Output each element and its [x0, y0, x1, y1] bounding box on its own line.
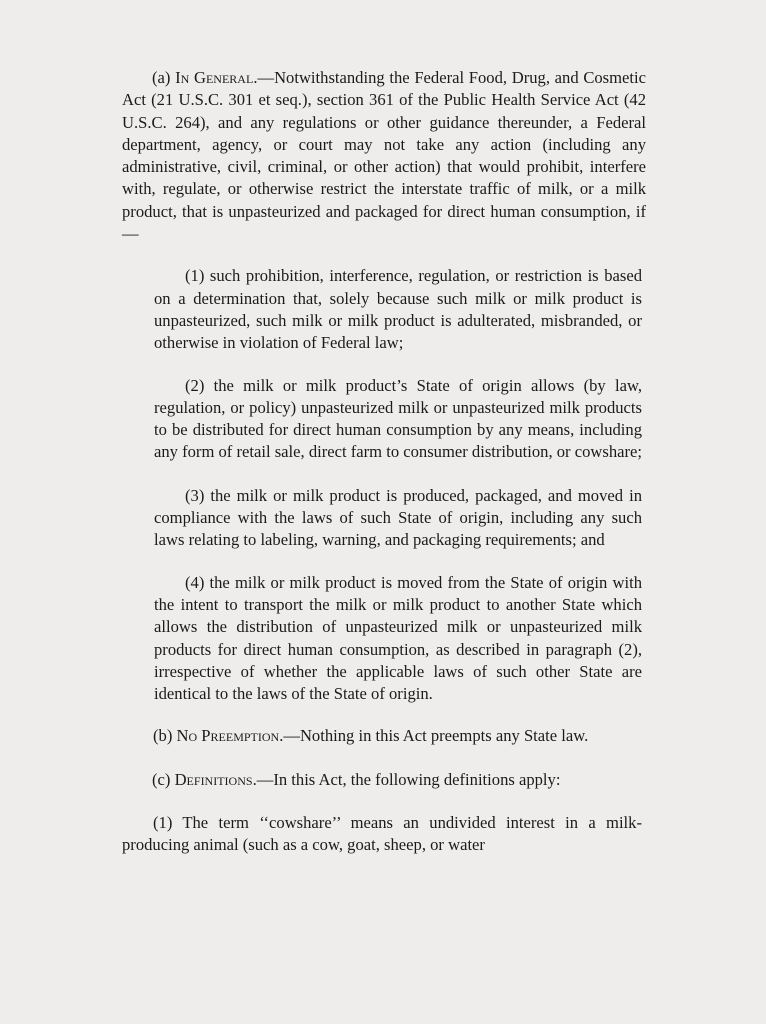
section-a-paragraph-1: (1) such prohibition, interference, regulation, or restriction is based on a determination that, solely because such milk or milk product is unpasteurized, such milk or milk product is adulterated, misbranded, or otherwise in violation of Federal law; [154, 266, 642, 353]
section-c-body: In this Act, the following definitions apply: [273, 769, 561, 789]
section-a [122, 67, 646, 245]
section-c-prefix: (c) [152, 769, 175, 789]
section-b [122, 725, 642, 747]
section-a-paragraph-4: (4) the milk or milk product is moved from the State of origin with the intent to transport the milk or milk product to another State which allows the distribution of unpasteurized milk or unpasteurized milk products for direct human consumption, as described in paragraph (2), irrespective of whether the applicable laws of such other State are identical to the laws of the State of origin. [154, 572, 642, 704]
section-a-paragraph-3: (3) the milk or milk product is produced, packaged, and moved in compliance with the laws of such State of origin, including any such laws relating to labeling, warning, and packaging requirements; and [154, 485, 642, 550]
section-c-dash: .— [252, 769, 274, 789]
section-a-prefix: (a) [152, 68, 176, 87]
section-b-dash: .— [279, 726, 300, 746]
section-b-body: Nothing in this Act preempts any State law. [299, 726, 589, 746]
section-b-heading: No Preemption [176, 726, 280, 746]
section-a-body: Notwithstanding the Federal Food, Drug, and Cosmetic Act (21 U.S.C. 301 et seq.), section 361 of the Public Health Service Act (42 U.S.C. 264), and any regulations or other guidance thereunder, a Federal department, agency, or court may not take any action (including any administrative, civil, criminal, or other action) that would prohibit, interfere with, regulate, or otherwise restrict the interstate traffic of milk, or a milk product, that is unpasteurized and packaged for direct human consumption, if— [122, 68, 646, 244]
section-a-paragraph-2: (2) the milk or milk product’s State of origin allows (by law, regulation, or policy) unpasteurized milk or unpasteurized milk products to be distributed for direct human consumption by any means, including any form of retail sale, direct farm to consumer distribution, or cowshare; [154, 375, 642, 462]
section-c [122, 769, 646, 791]
section-a-heading: In General [175, 68, 254, 87]
section-a-dash: .— [253, 68, 275, 87]
section-c-paragraph-1: (1) The term ‘‘cowshare’’ means an undivided interest in a milk-producing animal (such as a cow, goat, sheep, or water [122, 813, 642, 855]
section-b-prefix: (b) [153, 726, 177, 746]
section-c-heading: Definitions [174, 769, 253, 789]
